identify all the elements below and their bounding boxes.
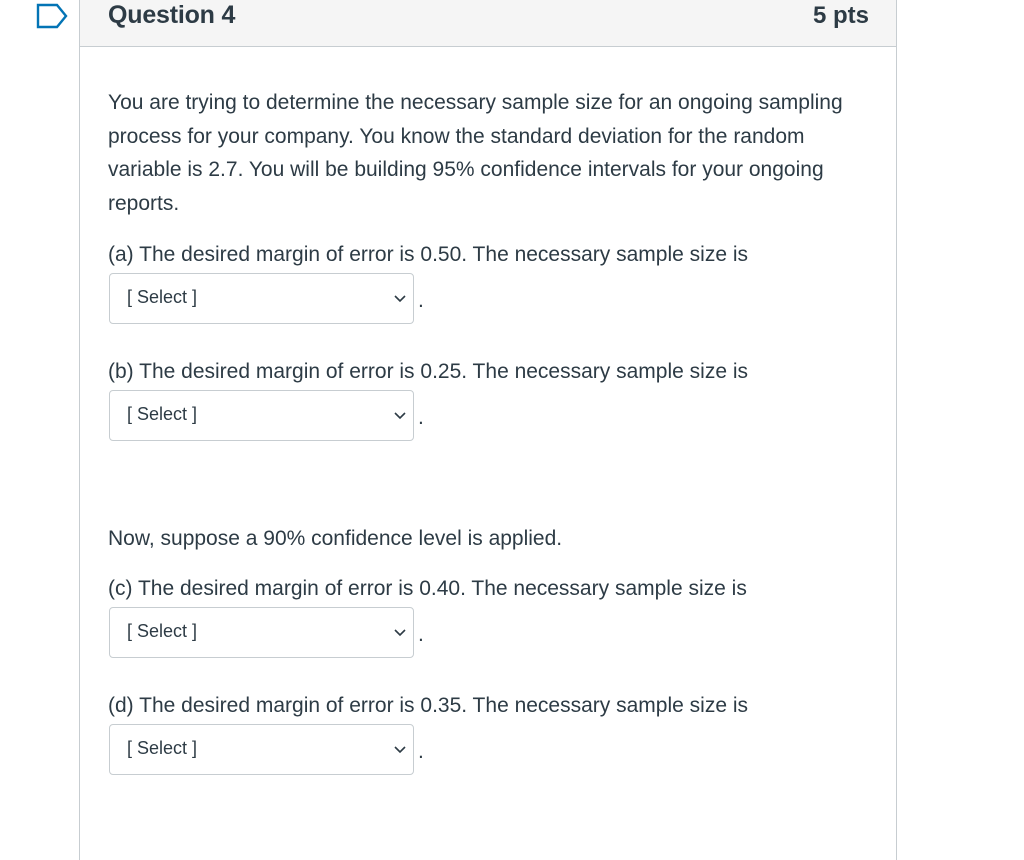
question-title: Question 4: [108, 1, 236, 29]
part-b-select[interactable]: [109, 390, 414, 441]
part-c-text: (c) The desired margin of error is 0.40. The necessary sample size is: [108, 577, 747, 600]
question-intro: You are trying to determine the necessary sample size for an ongoing sampling process for your company. You know the standard deviation for the random variable is 2.7. You will be building 95% confidence intervals for your ongoing reports.: [108, 91, 843, 215]
part-a-period: .: [418, 289, 424, 312]
chevron-down-icon: [393, 293, 407, 303]
chevron-down-icon: [393, 627, 407, 637]
part-c-period: .: [418, 623, 424, 646]
part-d-select[interactable]: [109, 724, 414, 775]
part-b-period: .: [418, 406, 424, 429]
part-d-text: (d) The desired margin of error is 0.35. The necessary sample size is: [108, 694, 748, 717]
chevron-down-icon: [393, 410, 407, 420]
part-d-select-label: [ Select ]: [127, 738, 198, 758]
part-b-text: (b) The desired margin of error is 0.25. The necessary sample size is: [108, 360, 748, 383]
question-points: 5 pts: [812, 2, 869, 29]
part-c-select[interactable]: [109, 607, 414, 658]
part-a-select-label: [ Select ]: [127, 287, 198, 307]
part-a-select[interactable]: [109, 273, 414, 324]
question-body: [108, 86, 868, 220]
part-d-period: .: [418, 740, 424, 763]
part-a-text: (a) The desired margin of error is 0.50. The necessary sample size is: [108, 243, 748, 266]
part-c-select-label: [ Select ]: [127, 621, 198, 641]
confidence-note: Now, suppose a 90% confidence level is applied.: [108, 527, 563, 550]
flag-question-icon[interactable]: [36, 3, 68, 29]
question-card: [79, 0, 897, 860]
question-header: [80, 0, 896, 47]
chevron-down-icon: [393, 744, 407, 754]
part-b-select-label: [ Select ]: [127, 404, 198, 424]
